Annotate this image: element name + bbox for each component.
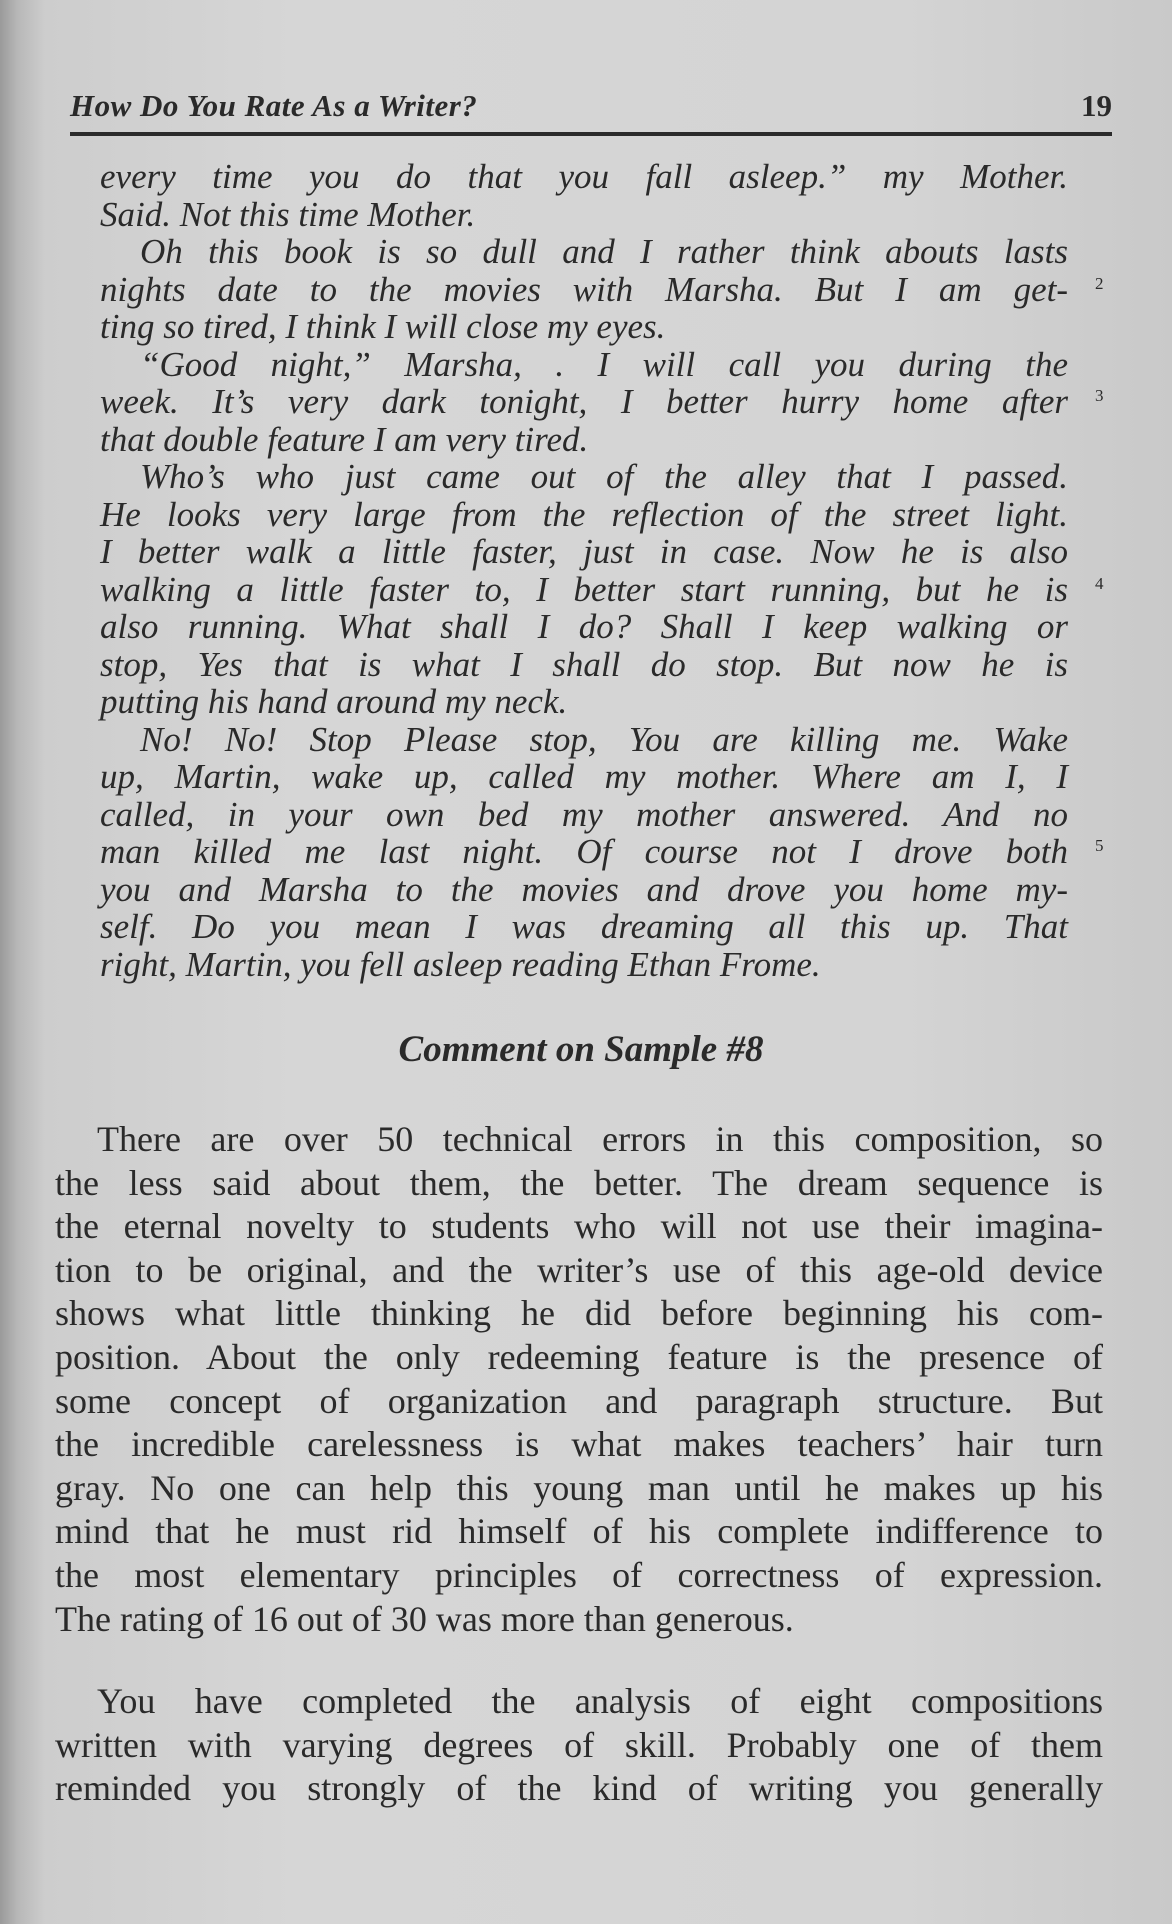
sample-line bbox=[100, 533, 1068, 571]
sample-line-text: stop, Yes that is what I shall do stop. But now he is bbox=[100, 644, 1068, 684]
sample-line-text: Oh this book is so dull and I rather think abouts lasts bbox=[140, 232, 1068, 271]
sample-line bbox=[100, 608, 1068, 646]
sample-line bbox=[100, 569, 1104, 609]
sample-line bbox=[100, 458, 1068, 496]
sample-line bbox=[100, 721, 1068, 759]
sample-line-text: called, in your own bed my mother answered. And no bbox=[100, 794, 1068, 834]
comment-paragraph bbox=[55, 1118, 1103, 1641]
margin-line-number: 3 bbox=[1095, 386, 1104, 405]
student-sample-text bbox=[100, 157, 1104, 984]
sample-line bbox=[100, 382, 1104, 421]
sample-line bbox=[100, 946, 1068, 984]
text-line: tion to be original, and the writer’s use of this age-old device bbox=[55, 1249, 1103, 1290]
sample-line-text: Said. Not this time Mother. bbox=[100, 194, 476, 234]
sample-line-text: No! No! Stop Please stop, You are killing me. Wake bbox=[140, 719, 1068, 759]
text-line: There are over 50 technical errors in this composition, so bbox=[97, 1119, 1103, 1159]
sample-line bbox=[100, 421, 1068, 459]
text-line: the incredible carelessness is what makes teachers’ hair turn bbox=[55, 1424, 1103, 1465]
sample-line bbox=[100, 346, 1068, 384]
sample-line bbox=[100, 871, 1068, 909]
sample-line bbox=[100, 269, 1104, 309]
section-heading: Comment on Sample #8 bbox=[398, 1029, 764, 1070]
text-line: position. About the only redeeming feature is the presence of bbox=[55, 1336, 1103, 1377]
sample-line-text: also running. What shall I do? Shall I keep walking or bbox=[100, 607, 1068, 646]
sample-line bbox=[100, 908, 1068, 946]
margin-line-number: 2 bbox=[1095, 273, 1104, 293]
page-number: 19 bbox=[1081, 88, 1112, 123]
sample-line-text: nights date to the movies with Marsha. But I am get- bbox=[100, 269, 1068, 309]
sample-line bbox=[100, 496, 1068, 534]
sample-line bbox=[100, 832, 1104, 871]
sample-line bbox=[100, 758, 1068, 796]
sample-line bbox=[100, 196, 1068, 234]
sample-line bbox=[100, 646, 1068, 684]
sample-line bbox=[100, 233, 1068, 271]
margin-line-number: 4 bbox=[1095, 573, 1104, 593]
sample-line-text: man killed me last night. Of course not I drove both bbox=[100, 832, 1068, 871]
sample-line-text: He looks very large from the reflection of the street light. bbox=[100, 494, 1068, 534]
sample-line-text: self. Do you mean I was dreaming all this up. That bbox=[100, 907, 1068, 946]
sample-line-text: right, Martin, you fell asleep reading Ethan Frome. bbox=[100, 944, 821, 984]
margin-line-number: 5 bbox=[1095, 836, 1104, 855]
sample-line bbox=[100, 308, 1068, 346]
sample-line-text: walking a little faster to, I better start running, but he is bbox=[100, 569, 1068, 609]
text-line: reminded you strongly of the kind of writing you generally bbox=[55, 1768, 1103, 1809]
sample-line-text: ting so tired, I think I will close my eyes. bbox=[100, 307, 666, 346]
sample-line-text: I better walk a little faster, just in case. Now he is also bbox=[100, 532, 1068, 571]
sample-line-text: every time you do that you fall asleep.” my Mother. bbox=[100, 157, 1068, 196]
closing-paragraph bbox=[55, 1680, 1103, 1811]
sample-line-text: that double feature I am very tired. bbox=[100, 419, 589, 459]
text-line: shows what little thinking he did before beginning his com- bbox=[55, 1293, 1103, 1334]
text-line: The rating of 16 out of 30 was more than generous. bbox=[55, 1598, 794, 1639]
sample-line bbox=[100, 796, 1068, 834]
text-line: gray. No one can help this young man until he makes up his bbox=[55, 1467, 1103, 1508]
text-line: written with varying degrees of skill. Probably one of them bbox=[55, 1724, 1103, 1765]
text-line: some concept of organization and paragraph structure. But bbox=[55, 1380, 1103, 1421]
sample-line-text: up, Martin, wake up, called my mother. Where am I, I bbox=[100, 757, 1068, 796]
text-line: You have completed the analysis of eight compositions bbox=[97, 1681, 1103, 1721]
sample-line-text: putting his hand around my neck. bbox=[100, 682, 568, 721]
running-title: How Do You Rate As a Writer? bbox=[70, 88, 478, 123]
text-line: the most elementary principles of correctness of expression. bbox=[55, 1554, 1103, 1595]
text-line: mind that he must rid himself of his complete indifference to bbox=[55, 1511, 1103, 1552]
sample-line-text: “Good night,” Marsha, . I will call you during the bbox=[140, 344, 1068, 384]
sample-line bbox=[100, 683, 1068, 721]
sample-line-text: you and Marsha to the movies and drove you home my- bbox=[100, 869, 1068, 909]
text-line: the less said about them, the better. The dream sequence is bbox=[55, 1162, 1103, 1203]
sample-line-text: week. It’s very dark tonight, I better hurry home after bbox=[100, 382, 1068, 421]
text-line: the eternal novelty to students who will not use their imagina- bbox=[55, 1206, 1103, 1247]
sample-line-text: Who’s who just came out of the alley that I passed. bbox=[140, 457, 1068, 496]
sample-line bbox=[100, 158, 1068, 196]
running-header bbox=[70, 82, 1112, 136]
